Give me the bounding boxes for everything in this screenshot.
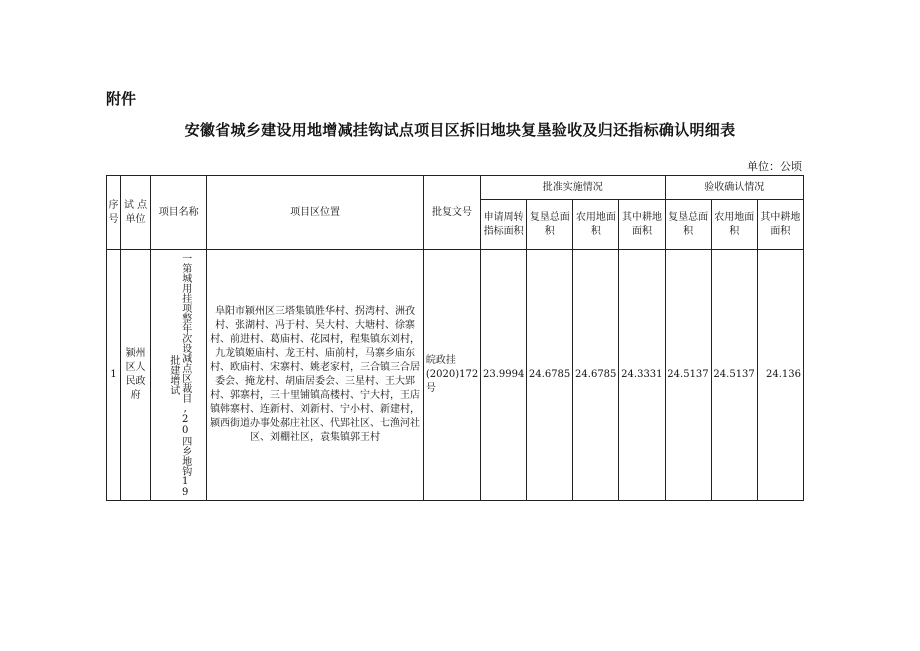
row-unit: 颍州区人民政府 [121,250,151,501]
header-acceptance-group: 验收确认情况 [665,176,803,200]
row-location: 阜阳市颍州区三塔集镇胜华村、拐湾村、洲孜村、张湖村、冯于村、吴大村、大塘村、徐寨村、前进村、葛庙村、花园村，程集镇东刘村，九龙镇姬庙村、龙王村、庙前村，马寨乡庙东村、欧庙村、宋寨村、姚老家村，三合镇三合居委会、掩龙村、胡庙居委会、三星村、王大郢村、郭寨村，三十里铺镇高楼村、宁大村，王店镇韩寨村、连新村、刘新村、宁小村、新建村，颍西街道办事处郝庄社区、代郢社区、七渔河社区、刘棚社区，袁集镇郭王村 [207,250,424,501]
attachment-label: 附件 [106,90,137,108]
header-project-name: 项目名称 [151,176,207,250]
header-acc-farmland-area: 农用地面积 [711,200,757,250]
header-approved-group: 批准实施情况 [481,176,666,200]
row-approval-no: 皖政挂(2020)172号 [423,250,480,501]
row-acc-farmland-area: 24.5137 [711,250,757,501]
header-acc-reclaim-total: 复垦总面积 [665,200,711,250]
row-project-name: 一第城用挂项整年次设减点区裁目,20四乡地钩19批建增试 [151,250,207,501]
row-acc-reclaim-total: 24.5137 [665,250,711,501]
header-pilot-unit: 试 点 单位 [121,176,151,250]
document-title: 安徽省城乡建设用地增减挂钩试点项目区拆旧地块复垦验收及归还指标确认明细表 [184,121,736,139]
detail-table [106,175,804,501]
row-cultivated-area: 24.3331 [619,250,665,501]
header-location: 项目区位置 [207,176,424,250]
header-farmland-area: 农用地面积 [573,200,619,250]
row-reclaim-total: 24.6785 [527,250,573,501]
row-apply-quota: 23.9994 [481,250,527,501]
table-row [107,250,804,501]
row-seq: 1 [107,250,121,501]
unit-label: 单位：公顷 [747,160,802,173]
header-apply-quota: 申请周转指标面积 [481,200,527,250]
header-approval-no: 批复文号 [423,176,480,250]
header-row-1 [107,176,804,200]
row-farmland-area: 24.6785 [573,250,619,501]
header-reclaim-total: 复垦总面积 [527,200,573,250]
header-acc-cultivated-area: 其中耕地面积 [757,200,803,250]
header-cultivated-area: 其中耕地面积 [619,200,665,250]
row-acc-cultivated-area: 24.136 [757,250,803,501]
header-seq: 序号 [107,176,121,250]
